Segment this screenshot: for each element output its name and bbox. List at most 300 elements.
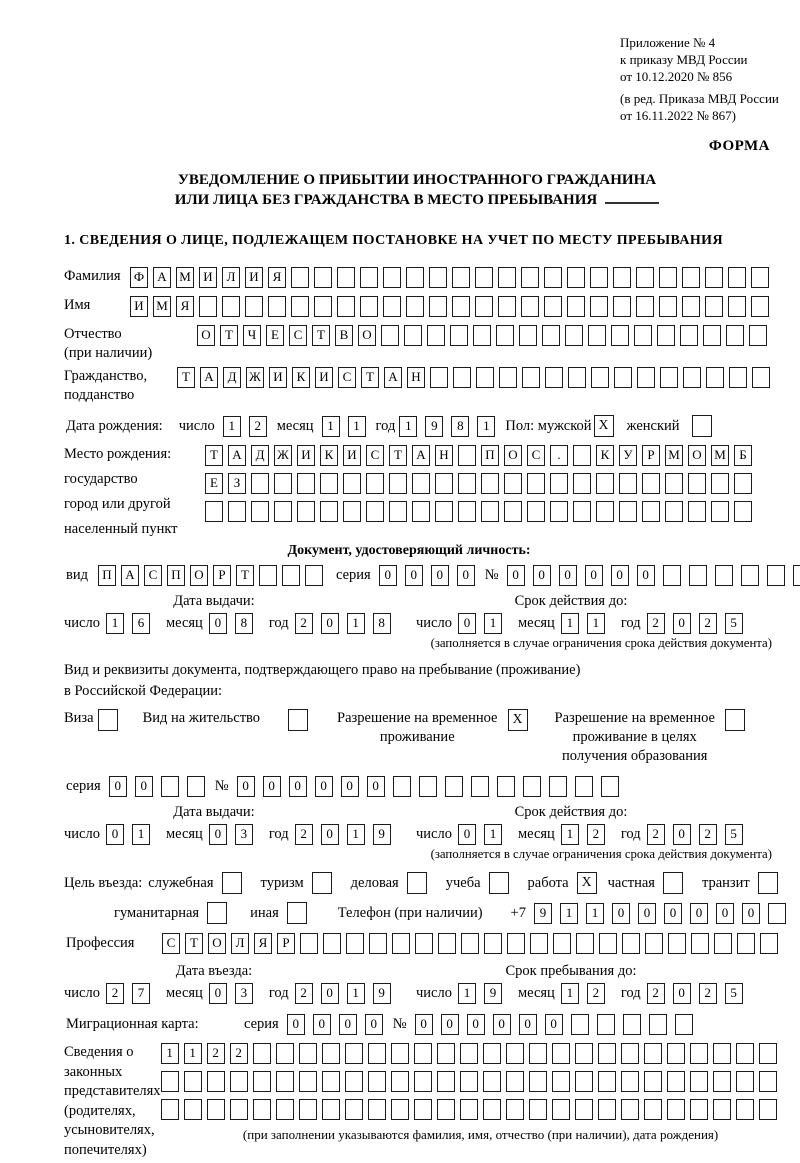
- char-box[interactable]: [322, 1043, 340, 1064]
- char-box[interactable]: 9: [373, 983, 391, 1004]
- char-box[interactable]: 1: [484, 613, 502, 634]
- char-box[interactable]: Т: [236, 565, 254, 586]
- char-box[interactable]: [481, 501, 499, 522]
- char-box[interactable]: [207, 1071, 225, 1092]
- char-box[interactable]: [471, 776, 489, 797]
- char-box[interactable]: [523, 776, 541, 797]
- char-box[interactable]: Д: [223, 367, 241, 388]
- char-box[interactable]: [575, 1099, 593, 1120]
- char-box[interactable]: [343, 473, 361, 494]
- char-box[interactable]: 0: [467, 1014, 485, 1035]
- char-box[interactable]: 0: [339, 1014, 357, 1035]
- char-box[interactable]: [614, 367, 632, 388]
- char-box[interactable]: [288, 709, 308, 731]
- char-box[interactable]: Д: [251, 445, 269, 466]
- char-box[interactable]: 0: [135, 776, 153, 797]
- char-box[interactable]: [458, 473, 476, 494]
- char-box[interactable]: [749, 325, 767, 346]
- char-box[interactable]: 2: [249, 416, 267, 437]
- char-box[interactable]: [552, 1099, 570, 1120]
- char-box[interactable]: С: [527, 445, 545, 466]
- char-box[interactable]: [590, 296, 608, 317]
- char-box[interactable]: 0: [209, 983, 227, 1004]
- guardians-boxes-row3[interactable]: [161, 1099, 800, 1120]
- char-box[interactable]: [734, 501, 752, 522]
- char-box[interactable]: С: [144, 565, 162, 586]
- char-box[interactable]: [366, 501, 384, 522]
- char-box[interactable]: [571, 1014, 589, 1035]
- char-box[interactable]: [573, 501, 591, 522]
- char-box[interactable]: Р: [277, 933, 295, 954]
- char-box[interactable]: [644, 1099, 662, 1120]
- id-valid-year-boxes[interactable]: [647, 613, 751, 634]
- purpose-option-humanitarian-checkbox[interactable]: [207, 902, 232, 924]
- char-box[interactable]: [521, 267, 539, 288]
- char-box[interactable]: [663, 872, 683, 894]
- char-box[interactable]: [622, 933, 640, 954]
- char-box[interactable]: С: [366, 445, 384, 466]
- char-box[interactable]: [728, 267, 746, 288]
- char-box[interactable]: 2: [699, 613, 717, 634]
- char-box[interactable]: 7: [132, 983, 150, 1004]
- char-box[interactable]: Р: [642, 445, 660, 466]
- char-box[interactable]: 8: [373, 613, 391, 634]
- char-box[interactable]: 1: [347, 613, 365, 634]
- char-box[interactable]: Л: [231, 933, 249, 954]
- char-box[interactable]: В: [335, 325, 353, 346]
- purpose-option-business-checkbox[interactable]: [222, 872, 247, 894]
- char-box[interactable]: [665, 473, 683, 494]
- char-box[interactable]: [793, 565, 800, 586]
- char-box[interactable]: С: [289, 325, 307, 346]
- char-box[interactable]: [337, 267, 355, 288]
- res-issue-month-boxes[interactable]: [209, 824, 261, 845]
- char-box[interactable]: 1: [223, 416, 241, 437]
- char-box[interactable]: [675, 1014, 693, 1035]
- char-box[interactable]: [483, 1043, 501, 1064]
- char-box[interactable]: [499, 367, 517, 388]
- char-box[interactable]: [368, 1099, 386, 1120]
- char-box[interactable]: [205, 501, 223, 522]
- char-box[interactable]: 0: [638, 903, 656, 924]
- char-box[interactable]: [368, 1071, 386, 1092]
- char-box[interactable]: 0: [405, 565, 423, 586]
- char-box[interactable]: Ж: [246, 367, 264, 388]
- char-box[interactable]: [207, 902, 227, 924]
- char-box[interactable]: [623, 1014, 641, 1035]
- char-box[interactable]: [659, 296, 677, 317]
- char-box[interactable]: Я: [254, 933, 272, 954]
- char-box[interactable]: [407, 872, 427, 894]
- citizenship-boxes[interactable]: [177, 367, 775, 388]
- char-box[interactable]: [314, 267, 332, 288]
- char-box[interactable]: 0: [321, 983, 339, 1004]
- char-box[interactable]: О: [208, 933, 226, 954]
- char-box[interactable]: [473, 325, 491, 346]
- char-box[interactable]: [504, 473, 522, 494]
- char-box[interactable]: [597, 1014, 615, 1035]
- char-box[interactable]: [435, 501, 453, 522]
- char-box[interactable]: [553, 933, 571, 954]
- char-box[interactable]: [345, 1043, 363, 1064]
- char-box[interactable]: С: [338, 367, 356, 388]
- char-box[interactable]: [636, 296, 654, 317]
- char-box[interactable]: [498, 296, 516, 317]
- char-box[interactable]: [759, 1071, 777, 1092]
- char-box[interactable]: X: [508, 709, 528, 731]
- char-box[interactable]: [768, 903, 786, 924]
- char-box[interactable]: [297, 501, 315, 522]
- mig-series-boxes[interactable]: [287, 1014, 391, 1035]
- char-box[interactable]: [613, 296, 631, 317]
- char-box[interactable]: [613, 267, 631, 288]
- char-box[interactable]: [642, 501, 660, 522]
- char-box[interactable]: [736, 1071, 754, 1092]
- guardians-boxes-row1[interactable]: [161, 1043, 800, 1064]
- char-box[interactable]: [741, 565, 759, 586]
- char-box[interactable]: [453, 367, 471, 388]
- id-issue-year-boxes[interactable]: [295, 613, 399, 634]
- char-box[interactable]: О: [688, 445, 706, 466]
- char-box[interactable]: [665, 501, 683, 522]
- char-box[interactable]: [297, 473, 315, 494]
- char-box[interactable]: [383, 296, 401, 317]
- char-box[interactable]: 0: [673, 824, 691, 845]
- char-box[interactable]: [305, 565, 323, 586]
- char-box[interactable]: [504, 501, 522, 522]
- char-box[interactable]: [549, 776, 567, 797]
- char-box[interactable]: 0: [664, 903, 682, 924]
- char-box[interactable]: [445, 776, 463, 797]
- char-box[interactable]: [360, 296, 378, 317]
- char-box[interactable]: [184, 1099, 202, 1120]
- char-box[interactable]: [460, 1099, 478, 1120]
- char-box[interactable]: [713, 1099, 731, 1120]
- char-box[interactable]: [714, 933, 732, 954]
- char-box[interactable]: М: [665, 445, 683, 466]
- char-box[interactable]: [452, 296, 470, 317]
- char-box[interactable]: Т: [312, 325, 330, 346]
- char-box[interactable]: [161, 1071, 179, 1092]
- char-box[interactable]: [760, 933, 778, 954]
- entry-day-boxes[interactable]: [106, 983, 158, 1004]
- char-box[interactable]: 0: [458, 824, 476, 845]
- char-box[interactable]: [406, 267, 424, 288]
- char-box[interactable]: [527, 501, 545, 522]
- char-box[interactable]: 0: [441, 1014, 459, 1035]
- char-box[interactable]: 9: [425, 416, 443, 437]
- char-box[interactable]: [506, 1071, 524, 1092]
- char-box[interactable]: Б: [734, 445, 752, 466]
- char-box[interactable]: [489, 872, 509, 894]
- char-box[interactable]: [527, 473, 545, 494]
- char-box[interactable]: Т: [205, 445, 223, 466]
- profession-boxes[interactable]: [162, 933, 783, 954]
- purpose-option-private-checkbox[interactable]: [663, 872, 688, 894]
- char-box[interactable]: 2: [295, 613, 313, 634]
- char-box[interactable]: И: [315, 367, 333, 388]
- res-valid-day-boxes[interactable]: [458, 824, 510, 845]
- purpose-option-work-checkbox[interactable]: [577, 872, 602, 894]
- char-box[interactable]: 1: [322, 416, 340, 437]
- char-box[interactable]: [667, 1043, 685, 1064]
- char-box[interactable]: [412, 473, 430, 494]
- birthplace-boxes-row3[interactable]: [205, 501, 757, 522]
- char-box[interactable]: И: [269, 367, 287, 388]
- res-number-boxes[interactable]: [237, 776, 627, 797]
- char-box[interactable]: [573, 445, 591, 466]
- char-box[interactable]: [461, 933, 479, 954]
- char-box[interactable]: 0: [315, 776, 333, 797]
- purpose-option-study-checkbox[interactable]: [489, 872, 514, 894]
- entry-year-boxes[interactable]: [295, 983, 399, 1004]
- char-box[interactable]: 0: [237, 776, 255, 797]
- char-box[interactable]: 3: [235, 824, 253, 845]
- purpose-option-transit-checkbox[interactable]: [758, 872, 783, 894]
- char-box[interactable]: [705, 267, 723, 288]
- char-box[interactable]: [703, 325, 721, 346]
- char-box[interactable]: [222, 872, 242, 894]
- char-box[interactable]: 0: [716, 903, 734, 924]
- char-box[interactable]: [550, 501, 568, 522]
- char-box[interactable]: [737, 933, 755, 954]
- char-box[interactable]: [705, 296, 723, 317]
- char-box[interactable]: [729, 367, 747, 388]
- char-box[interactable]: [460, 1043, 478, 1064]
- char-box[interactable]: [690, 1099, 708, 1120]
- char-box[interactable]: [573, 473, 591, 494]
- char-box[interactable]: [596, 473, 614, 494]
- char-box[interactable]: 2: [587, 824, 605, 845]
- char-box[interactable]: [711, 501, 729, 522]
- char-box[interactable]: А: [228, 445, 246, 466]
- char-box[interactable]: [576, 933, 594, 954]
- char-box[interactable]: [751, 267, 769, 288]
- residence-permit-checkbox[interactable]: [288, 709, 313, 731]
- char-box[interactable]: [506, 1043, 524, 1064]
- char-box[interactable]: З: [228, 473, 246, 494]
- char-box[interactable]: 5: [725, 613, 743, 634]
- char-box[interactable]: [253, 1071, 271, 1092]
- char-box[interactable]: [414, 1071, 432, 1092]
- char-box[interactable]: [251, 473, 269, 494]
- char-box[interactable]: [529, 1099, 547, 1120]
- char-box[interactable]: 2: [647, 983, 665, 1004]
- char-box[interactable]: [619, 501, 637, 522]
- char-box[interactable]: 0: [321, 613, 339, 634]
- char-box[interactable]: [529, 1043, 547, 1064]
- char-box[interactable]: 2: [106, 983, 124, 1004]
- char-box[interactable]: [649, 1014, 667, 1035]
- char-box[interactable]: Е: [205, 473, 223, 494]
- char-box[interactable]: 1: [560, 903, 578, 924]
- char-box[interactable]: [287, 902, 307, 924]
- char-box[interactable]: Н: [407, 367, 425, 388]
- char-box[interactable]: [496, 325, 514, 346]
- char-box[interactable]: [621, 1099, 639, 1120]
- char-box[interactable]: 2: [647, 613, 665, 634]
- char-box[interactable]: [391, 1099, 409, 1120]
- char-box[interactable]: 0: [415, 1014, 433, 1035]
- char-box[interactable]: [251, 501, 269, 522]
- char-box[interactable]: [667, 1071, 685, 1092]
- char-box[interactable]: [345, 1071, 363, 1092]
- char-box[interactable]: [393, 776, 411, 797]
- char-box[interactable]: 0: [742, 903, 760, 924]
- purpose-option-other-checkbox[interactable]: [287, 902, 312, 924]
- char-box[interactable]: [458, 501, 476, 522]
- char-box[interactable]: А: [412, 445, 430, 466]
- id-valid-month-boxes[interactable]: [561, 613, 613, 634]
- char-box[interactable]: [282, 565, 300, 586]
- res-series-boxes[interactable]: [109, 776, 213, 797]
- char-box[interactable]: [498, 267, 516, 288]
- char-box[interactable]: Т: [389, 445, 407, 466]
- char-box[interactable]: 0: [559, 565, 577, 586]
- char-box[interactable]: [230, 1071, 248, 1092]
- stay-month-boxes[interactable]: [561, 983, 613, 1004]
- birthplace-boxes-row1[interactable]: [205, 445, 757, 466]
- sex-female-checkbox[interactable]: [692, 415, 717, 437]
- char-box[interactable]: [497, 776, 515, 797]
- char-box[interactable]: [337, 296, 355, 317]
- char-box[interactable]: М: [176, 267, 194, 288]
- char-box[interactable]: [320, 473, 338, 494]
- char-box[interactable]: Р: [213, 565, 231, 586]
- char-box[interactable]: И: [199, 267, 217, 288]
- char-box[interactable]: 0: [379, 565, 397, 586]
- char-box[interactable]: [575, 1043, 593, 1064]
- char-box[interactable]: [274, 501, 292, 522]
- char-box[interactable]: 0: [612, 903, 630, 924]
- char-box[interactable]: Т: [185, 933, 203, 954]
- char-box[interactable]: [291, 267, 309, 288]
- char-box[interactable]: [636, 267, 654, 288]
- char-box[interactable]: [366, 473, 384, 494]
- char-box[interactable]: [521, 296, 539, 317]
- char-box[interactable]: [430, 367, 448, 388]
- char-box[interactable]: 1: [348, 416, 366, 437]
- char-box[interactable]: [187, 776, 205, 797]
- char-box[interactable]: Т: [220, 325, 238, 346]
- char-box[interactable]: [506, 1099, 524, 1120]
- char-box[interactable]: 0: [209, 613, 227, 634]
- char-box[interactable]: 9: [534, 903, 552, 924]
- char-box[interactable]: [276, 1043, 294, 1064]
- char-box[interactable]: [752, 367, 770, 388]
- char-box[interactable]: А: [153, 267, 171, 288]
- char-box[interactable]: 0: [287, 1014, 305, 1035]
- char-box[interactable]: [599, 933, 617, 954]
- rvp-checkbox[interactable]: [508, 709, 533, 731]
- char-box[interactable]: И: [297, 445, 315, 466]
- char-box[interactable]: [713, 1043, 731, 1064]
- char-box[interactable]: [368, 1043, 386, 1064]
- char-box[interactable]: [450, 325, 468, 346]
- char-box[interactable]: [619, 473, 637, 494]
- char-box[interactable]: 1: [106, 613, 124, 634]
- char-box[interactable]: [683, 367, 701, 388]
- char-box[interactable]: [437, 1043, 455, 1064]
- char-box[interactable]: [667, 1099, 685, 1120]
- char-box[interactable]: [230, 1099, 248, 1120]
- char-box[interactable]: Н: [435, 445, 453, 466]
- char-box[interactable]: 1: [587, 613, 605, 634]
- char-box[interactable]: 0: [585, 565, 603, 586]
- char-box[interactable]: 0: [690, 903, 708, 924]
- char-box[interactable]: [207, 1099, 225, 1120]
- char-box[interactable]: 1: [586, 903, 604, 924]
- char-box[interactable]: Ч: [243, 325, 261, 346]
- char-box[interactable]: 0: [263, 776, 281, 797]
- id-series-boxes[interactable]: [379, 565, 483, 586]
- char-box[interactable]: Е: [266, 325, 284, 346]
- char-box[interactable]: 5: [725, 824, 743, 845]
- char-box[interactable]: [299, 1071, 317, 1092]
- char-box[interactable]: [682, 267, 700, 288]
- entry-month-boxes[interactable]: [209, 983, 261, 1004]
- char-box[interactable]: [299, 1099, 317, 1120]
- guardians-boxes-row2[interactable]: [161, 1071, 800, 1092]
- char-box[interactable]: А: [384, 367, 402, 388]
- char-box[interactable]: [476, 367, 494, 388]
- char-box[interactable]: 0: [209, 824, 227, 845]
- res-issue-year-boxes[interactable]: [295, 824, 399, 845]
- char-box[interactable]: 0: [458, 613, 476, 634]
- char-box[interactable]: П: [98, 565, 116, 586]
- char-box[interactable]: 1: [484, 824, 502, 845]
- char-box[interactable]: [437, 1099, 455, 1120]
- char-box[interactable]: [435, 473, 453, 494]
- char-box[interactable]: [414, 1043, 432, 1064]
- char-box[interactable]: X: [577, 872, 597, 894]
- char-box[interactable]: 1: [347, 983, 365, 1004]
- char-box[interactable]: 1: [458, 983, 476, 1004]
- char-box[interactable]: [268, 296, 286, 317]
- char-box[interactable]: [519, 325, 537, 346]
- char-box[interactable]: 0: [507, 565, 525, 586]
- char-box[interactable]: 9: [484, 983, 502, 1004]
- char-box[interactable]: [706, 367, 724, 388]
- char-box[interactable]: [568, 367, 586, 388]
- char-box[interactable]: [438, 933, 456, 954]
- char-box[interactable]: 0: [493, 1014, 511, 1035]
- char-box[interactable]: К: [320, 445, 338, 466]
- char-box[interactable]: [391, 1071, 409, 1092]
- char-box[interactable]: [412, 501, 430, 522]
- char-box[interactable]: [199, 296, 217, 317]
- char-box[interactable]: П: [167, 565, 185, 586]
- char-box[interactable]: [475, 296, 493, 317]
- char-box[interactable]: [611, 325, 629, 346]
- char-box[interactable]: [323, 933, 341, 954]
- char-box[interactable]: 2: [699, 824, 717, 845]
- char-box[interactable]: Я: [268, 267, 286, 288]
- char-box[interactable]: М: [153, 296, 171, 317]
- char-box[interactable]: [545, 367, 563, 388]
- char-box[interactable]: [404, 325, 422, 346]
- char-box[interactable]: [291, 296, 309, 317]
- char-box[interactable]: 2: [587, 983, 605, 1004]
- char-box[interactable]: [415, 933, 433, 954]
- char-box[interactable]: И: [343, 445, 361, 466]
- char-box[interactable]: 0: [545, 1014, 563, 1035]
- char-box[interactable]: 1: [399, 416, 417, 437]
- char-box[interactable]: [392, 933, 410, 954]
- char-box[interactable]: И: [245, 267, 263, 288]
- char-box[interactable]: [659, 267, 677, 288]
- char-box[interactable]: [645, 933, 663, 954]
